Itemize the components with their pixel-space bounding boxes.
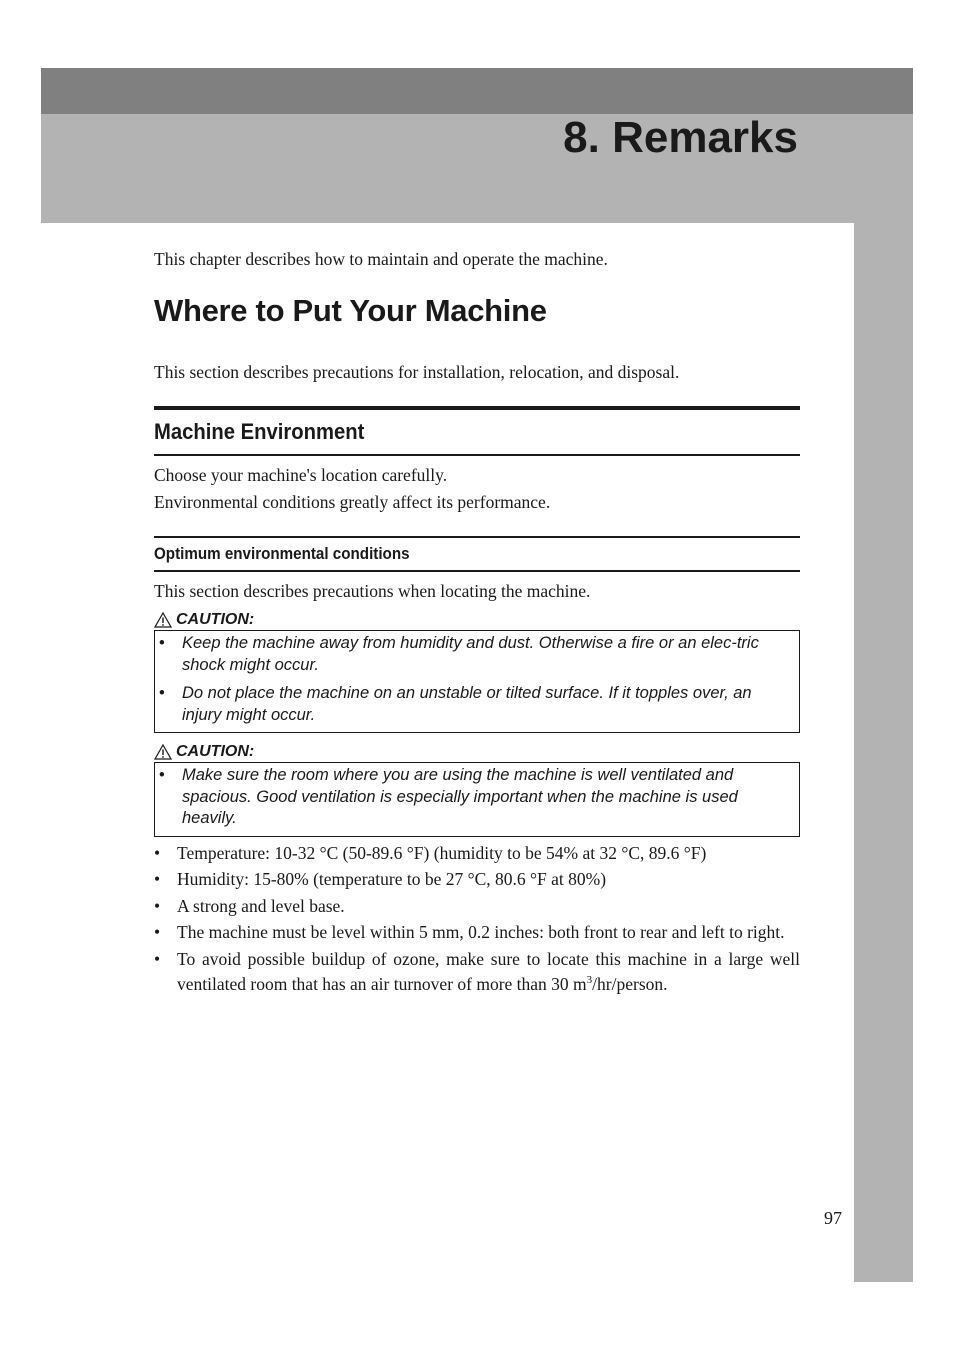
- list-item-text: A strong and level base.: [177, 895, 345, 916]
- subsubsection-title: Optimum environmental conditions: [154, 545, 410, 563]
- caution-item: [159, 765, 791, 830]
- ozone-superscript: 3: [586, 974, 593, 986]
- divider-thick: [154, 406, 800, 410]
- subsection-title: Machine Environment: [154, 419, 365, 444]
- bullet: •: [154, 948, 161, 969]
- subsection-text: [154, 462, 800, 516]
- page-content: [154, 246, 800, 995]
- list-item: [154, 843, 800, 865]
- divider: [154, 536, 800, 538]
- page-number: 97: [824, 1208, 842, 1228]
- list-item: [154, 922, 800, 944]
- caution-box: [154, 630, 800, 733]
- header-band-dark: [41, 68, 913, 114]
- caution-item: [159, 633, 791, 676]
- list-item-text: Temperature: 10-32 °C (50-89.6 °F) (humidity to be 54% at 32 °C, 89.6 °F): [177, 842, 707, 863]
- caution-box: [154, 762, 800, 837]
- bullet: •: [154, 922, 161, 942]
- chapter-title: 8. Remarks: [563, 113, 798, 162]
- ozone-suffix: /hr/person.: [592, 973, 668, 994]
- warning-triangle-icon: [154, 612, 172, 628]
- bullet: •: [154, 895, 161, 916]
- caution-label: [154, 742, 800, 762]
- subsection-line: Environmental conditions greatly affect its performance.: [154, 492, 551, 512]
- list-item: [154, 949, 800, 996]
- list-item: [154, 896, 800, 918]
- caution-label-text: CAUTION:: [176, 743, 255, 760]
- section-description: This section describes precautions for installation, relocation, and disposal.: [154, 362, 680, 382]
- list-item: [154, 869, 800, 891]
- bullet: •: [159, 684, 165, 702]
- caution-item-text: Keep the machine away from humidity and dust. Otherwise a fire or an elec-tric shock might occur.: [182, 634, 759, 674]
- ozone-text: [177, 949, 800, 996]
- divider: [154, 570, 800, 572]
- bullet: •: [154, 842, 161, 863]
- spec-list: [154, 843, 800, 996]
- side-thumb-bar: [854, 223, 913, 1282]
- subsection-line: Choose your machine's location carefully.: [154, 465, 448, 485]
- bullet: •: [154, 869, 161, 889]
- caution-label: [154, 610, 800, 630]
- list-item-text: Humidity: 15-80% (temperature to be 27 °C, 80.6 °F at 80%): [177, 869, 607, 889]
- list-item-text: The machine must be level within 5 mm, 0.2 inches: both front to rear and left to right.: [177, 922, 785, 942]
- section-title: Where to Put Your Machine: [154, 293, 547, 328]
- subsubsection-description: This section describes precautions when locating the machine.: [154, 581, 591, 601]
- caution-item-text: Make sure the room where you are using the machine is well ventilated and spacious. Good ventilation is especially important when the machine is used heavily.: [182, 766, 738, 827]
- caution-label-text: CAUTION:: [176, 611, 255, 628]
- bullet: •: [159, 634, 165, 652]
- ozone-main: To avoid possible buildup of ozone, make sure to locate this machine in a large well ventilated room that has an air turnover of more than 30 m: [177, 948, 800, 994]
- bullet: •: [159, 766, 165, 784]
- chapter-intro: This chapter describes how to maintain and operate the machine.: [154, 249, 608, 269]
- caution-item: [159, 683, 791, 726]
- divider: [154, 454, 800, 456]
- warning-triangle-icon: [154, 744, 172, 760]
- caution-item-text: Do not place the machine on an unstable or tilted surface. If it topples over, an injury might occur.: [182, 684, 752, 724]
